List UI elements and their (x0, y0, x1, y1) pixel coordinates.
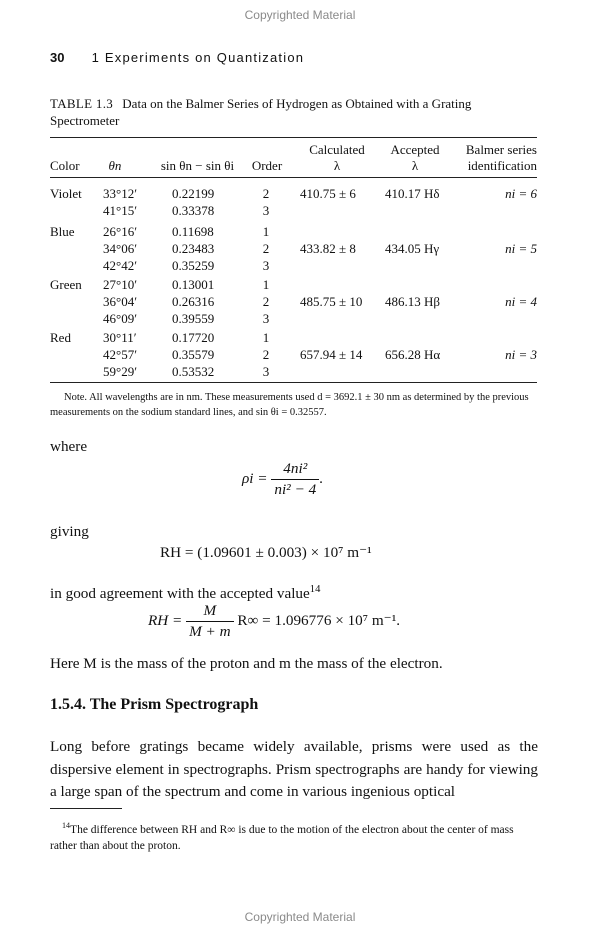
equation-rh-rhs: R∞ = 1.096776 × 10⁷ m⁻¹. (237, 611, 401, 629)
cell-angle: 30°11′ (103, 330, 137, 345)
header-calculated-line2: λ (333, 158, 341, 173)
chapter-title: 1 Experiments on Quantization (91, 50, 305, 65)
cell-identification: ni = 5 (505, 241, 537, 256)
header-balmer (445, 142, 537, 174)
cell-sin: 0.39559 (172, 311, 215, 326)
cell-order: 3 (262, 203, 270, 218)
table-note-text: Note. All wavelengths are in nm. These measurements used d = 3692.1 ± 30 nm as determined by the previous measurements on the sodium standard lines, and sin θi = 0.32557. (50, 392, 529, 418)
table-caption-text: Data on the Balmer Series of Hydrogen as Obtained with a Grating Spectrometer (50, 96, 472, 128)
equation-rh-lhs: RH = (148, 611, 183, 629)
cell-angle: 27°10′ (103, 277, 138, 292)
footnote-mark: 14 (62, 821, 71, 830)
equation-rh-denominator: M + m (189, 623, 231, 640)
equation-rh-numerator: M (186, 602, 233, 622)
cell-angle: 41°15′ (103, 203, 138, 218)
table-header-rule (50, 177, 537, 178)
cell-order: 1 (262, 277, 270, 292)
cell-identification: ni = 4 (505, 294, 537, 309)
text-agreement (50, 578, 540, 605)
table-top-rule (50, 137, 537, 138)
equation-rho-denominator: ni² − 4 (274, 481, 317, 498)
cell-calculated: 485.75 ± 10 (300, 294, 363, 309)
page-number: 30 (50, 50, 65, 65)
equation-rho-lhs: ρi = (242, 469, 268, 487)
row-color: Green (50, 277, 82, 292)
cell-sin: 0.22199 (172, 186, 215, 201)
header-balmer-line2: identification (467, 158, 537, 173)
equation-rho-fraction (271, 460, 319, 499)
cell-accepted: 410.17 Hδ (385, 186, 440, 201)
row-color: Violet (50, 186, 82, 201)
copyright-watermark-bottom: Copyrighted Material (244, 910, 356, 924)
text-giving: giving (50, 523, 89, 540)
copyright-watermark-top: Copyrighted Material (244, 8, 356, 22)
cell-sin: 0.26316 (172, 294, 215, 309)
table-note (50, 390, 540, 420)
cell-order: 2 (262, 186, 270, 201)
cell-angle: 46°09′ (103, 311, 138, 326)
cell-order: 1 (262, 330, 270, 345)
cell-sin: 0.13001 (172, 277, 215, 292)
cell-accepted: 486.13 Hβ (385, 294, 441, 309)
table-label: TABLE 1.3 (50, 96, 114, 111)
table-caption (50, 95, 540, 129)
equation-rh-fraction (186, 602, 233, 641)
cell-sin: 0.23483 (172, 241, 215, 256)
footnote-rule (50, 808, 122, 809)
cell-identification: ni = 6 (505, 186, 537, 201)
table-bottom-rule (50, 382, 537, 383)
equation-rh-theory (148, 602, 400, 641)
cell-order: 2 (262, 294, 270, 309)
equation-rho: ρi = $\frac{\text{4ni²}}{\text{ni² − 4}}$ . (242, 460, 323, 498)
cell-angle: 33°12′ (103, 186, 138, 201)
text-agreement-body: in good agreement with the accepted value (50, 585, 310, 603)
text-here: Here M is the mass of the proton and m the mass of the electron. (50, 655, 443, 672)
header-theta: θn (108, 158, 122, 173)
header-calculated (293, 142, 381, 174)
text-where: where (50, 438, 88, 455)
footnote (50, 818, 540, 854)
cell-angle: 34°06′ (103, 241, 138, 256)
cell-sin: 0.35579 (172, 347, 215, 362)
cell-accepted: 656.28 Hα (385, 347, 441, 362)
header-color: Color (50, 158, 80, 173)
header-accepted-line2: λ (411, 158, 419, 173)
cell-sin: 0.17720 (172, 330, 215, 345)
equation-rh-measured: RH = (1.09601 ± 0.003) × 10⁷ m⁻¹ (160, 544, 372, 561)
header-balmer-line1: Balmer series (465, 142, 537, 157)
cell-order: 2 (262, 241, 270, 256)
cell-calculated: 410.75 ± 6 (300, 186, 356, 201)
running-head (50, 50, 550, 70)
row-color: Blue (50, 224, 75, 239)
footnote-ref: 14 (309, 584, 321, 595)
cell-sin: 0.53532 (172, 364, 215, 379)
cell-sin: 0.33378 (172, 203, 215, 218)
cell-angle: 42°42′ (103, 258, 138, 273)
section-heading: 1.5.4. The Prism Spectrograph (50, 696, 259, 713)
cell-calculated: 657.94 ± 14 (300, 347, 363, 362)
cell-angle: 42°57′ (103, 347, 138, 362)
cell-sin: 0.11698 (172, 224, 214, 239)
cell-order: 1 (262, 224, 270, 239)
header-accepted (380, 142, 450, 174)
cell-accepted: 434.05 Hγ (385, 241, 440, 256)
row-color: Red (50, 330, 71, 345)
header-accepted-line1: Accepted (390, 142, 440, 157)
cell-order: 3 (262, 364, 270, 379)
header-sin-diff: sin θn − sin θi (160, 158, 235, 173)
cell-identification: ni = 3 (505, 347, 537, 362)
cell-angle: 26°16′ (103, 224, 138, 239)
cell-order: 2 (262, 347, 270, 362)
cell-angle: 36°04′ (103, 294, 138, 309)
header-calculated-line1: Calculated (309, 142, 365, 157)
cell-calculated: 433.82 ± 8 (300, 241, 356, 256)
cell-sin: 0.35259 (172, 258, 215, 273)
cell-order: 3 (262, 311, 270, 326)
equation-rho-numerator: 4ni² (271, 460, 319, 480)
header-order: Order (251, 158, 283, 173)
footnote-text: The difference between RH and R∞ is due to the motion of the electron about the center of mass rather than about the proton. (50, 823, 514, 852)
cell-order: 3 (262, 258, 270, 273)
cell-angle: 59°29′ (103, 364, 138, 379)
section-paragraph: Long before gratings became widely available, prisms were used as the dispersive element in spectrographs. Prism spectrographs are handy for viewing a large span of the spectrum and come in various ingenious optical (50, 738, 538, 800)
